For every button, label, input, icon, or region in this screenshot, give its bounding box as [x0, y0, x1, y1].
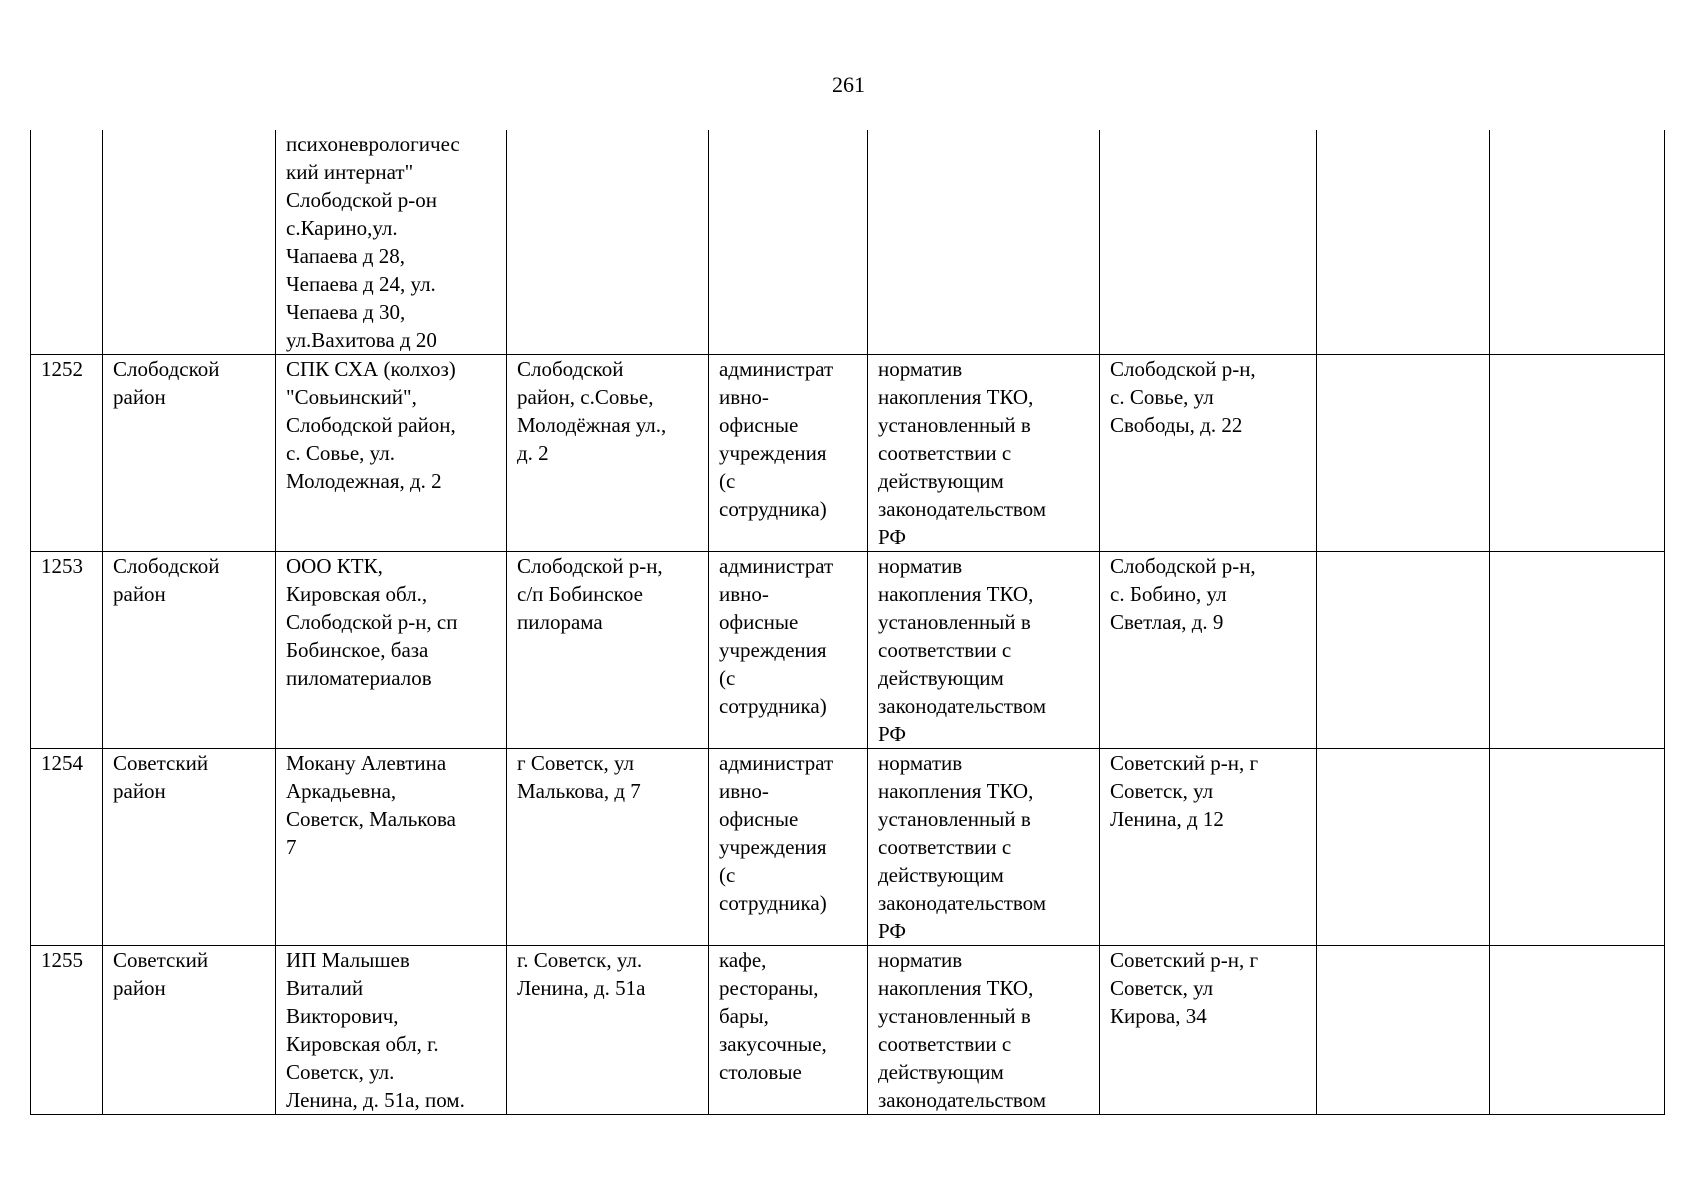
empty-cell: [1490, 946, 1665, 1115]
district-cell: Слободской район: [103, 355, 276, 552]
site-address-cell: Советский р-н, г Советск, ул Кирова, 34: [1100, 946, 1317, 1115]
site-address-cell: Слободской р-н, с. Бобино, ул Светлая, д. 9: [1100, 552, 1317, 749]
empty-cell: [1317, 355, 1490, 552]
table-row: [31, 749, 1665, 946]
category-cell: администрат ивно- офисные учреждения (с сотрудника): [709, 355, 868, 552]
table-row: [31, 946, 1665, 1115]
table-row: [31, 552, 1665, 749]
row-number-cell: 1253: [31, 552, 103, 749]
row-number-cell: 1252: [31, 355, 103, 552]
table-row: [31, 355, 1665, 552]
object-address-cell: г Советск, ул Малькова, д 7: [507, 749, 709, 946]
object-address-cell: Слободской район, с.Совье, Молодёжная ул., д. 2: [507, 355, 709, 552]
organization-cell: Мокану Алевтина Аркадьевна, Советск, Малькова 7: [276, 749, 507, 946]
norm-cell: норматив накопления ТКО, установленный в соответствии с действующим законодательством РФ: [868, 749, 1100, 946]
site-address-cell: [1100, 130, 1317, 355]
organization-cell: ООО КТК, Кировская обл., Слободской р-н, сп Бобинское, база пиломатериалов: [276, 552, 507, 749]
object-address-cell: г. Советск, ул. Ленина, д. 51а: [507, 946, 709, 1115]
district-cell: Советский район: [103, 749, 276, 946]
organization-cell: ИП Малышев Виталий Викторович, Кировская обл, г. Советск, ул. Ленина, д. 51а, пом.: [276, 946, 507, 1115]
empty-cell: [1317, 130, 1490, 355]
empty-cell: [1490, 749, 1665, 946]
norm-cell: норматив накопления ТКО, установленный в соответствии с действующим законодательством РФ: [868, 355, 1100, 552]
organization-cell: психоневрологичес кий интернат" Слободской р-он с.Карино,ул. Чапаева д 28, Чепаева д 24, ул. Чепаева д 30, ул.Вахитова д 20: [276, 130, 507, 355]
norm-cell: норматив накопления ТКО, установленный в соответствии с действующим законодательством РФ: [868, 552, 1100, 749]
organization-cell: СПК СХА (колхоз) "Совьинский", Слободской район, с. Совье, ул. Молодежная, д. 2: [276, 355, 507, 552]
object-address-cell: [507, 130, 709, 355]
district-cell: [103, 130, 276, 355]
empty-cell: [1490, 130, 1665, 355]
district-cell: Слободской район: [103, 552, 276, 749]
empty-cell: [1317, 749, 1490, 946]
site-address-cell: Советский р-н, г Советск, ул Ленина, д 12: [1100, 749, 1317, 946]
category-cell: администрат ивно- офисные учреждения (с сотрудника): [709, 552, 868, 749]
empty-cell: [1490, 355, 1665, 552]
object-address-cell: Слободской р-н, с/п Бобинское пилорама: [507, 552, 709, 749]
category-cell: кафе, рестораны, бары, закусочные, столовые: [709, 946, 868, 1115]
empty-cell: [1490, 552, 1665, 749]
site-address-cell: Слободской р-н, с. Совье, ул Свободы, д. 22: [1100, 355, 1317, 552]
row-number-cell: [31, 130, 103, 355]
category-cell: администрат ивно- офисные учреждения (с сотрудника): [709, 749, 868, 946]
norm-cell: норматив накопления ТКО, установленный в соответствии с действующим законодательством: [868, 946, 1100, 1115]
norm-cell: [868, 130, 1100, 355]
row-number-cell: 1255: [31, 946, 103, 1115]
empty-cell: [1317, 946, 1490, 1115]
registry-table: [30, 130, 1665, 1115]
district-cell: Советский район: [103, 946, 276, 1115]
row-number-cell: 1254: [31, 749, 103, 946]
table-row-continued: [31, 130, 1665, 355]
page-number: 261: [832, 72, 865, 97]
category-cell: [709, 130, 868, 355]
empty-cell: [1317, 552, 1490, 749]
